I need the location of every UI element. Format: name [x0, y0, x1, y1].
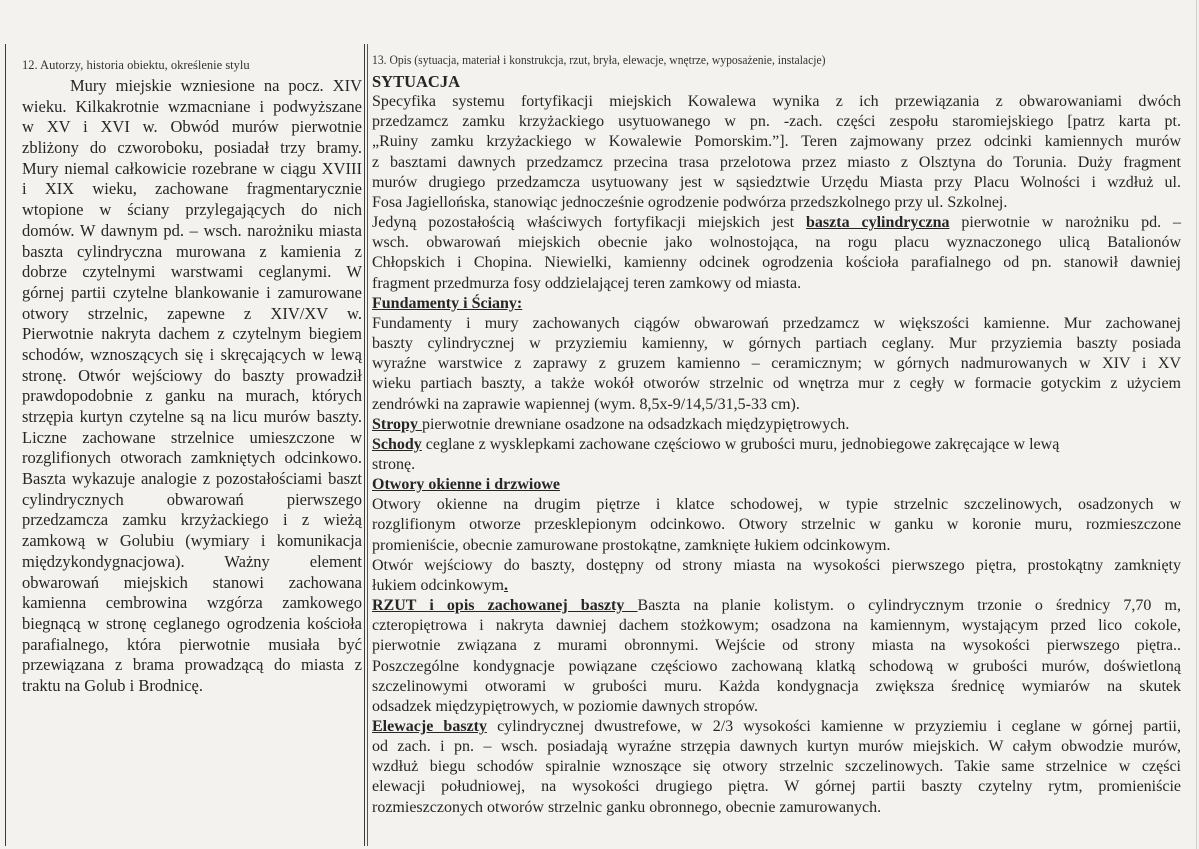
inline-heading: baszta cylindryczna: [806, 214, 950, 232]
inline-heading: Elewacje baszty: [372, 718, 487, 735]
text-line: zamkową w Golubiu (wymiary i komunikacja: [22, 531, 362, 551]
text-line: odsadzek międzypiętrowych, w poziomie dawnych stropów.: [372, 697, 758, 715]
text-line: międzykondygnacjowa). Ważny element: [22, 551, 362, 571]
text-line: biegnącą w stronę ceglanego ogrodzenia kościoła: [22, 613, 362, 633]
text-line: cylindrycznych obwarowań pierwszego: [22, 489, 362, 509]
text-line: Mury miejskie wzniesione na pocz. XIV: [70, 76, 362, 95]
text-line: [372, 475, 1181, 495]
text-line: baszty cylindrycznej w przyziemiu kamienny, w górnych partiach ceglany. Mur przyziemia baszty posiada: [372, 335, 1181, 353]
text-line: obwarowań miejskich stanowi zachowana: [22, 572, 362, 592]
text-line: w XV i XVI w. Obwód murów pierwotnie: [22, 117, 362, 137]
text-line: Fundamenty i mury zachowanych ciągów obwarowań przedzamcz w większości kamienne. Mur zachowanej: [372, 314, 1181, 332]
text-line: stronę. Otwór wejściowy do baszty prowadził: [22, 365, 362, 385]
text-line: [372, 415, 1181, 435]
text-line: Chłopskich i Chopina. Niewielki, kamienny odcinek ogrodzenia kościoła parafialnego od pn. stanowił dawniej: [372, 254, 1181, 272]
text-line: traktu na Golub i Brodnicę.: [22, 675, 204, 695]
text-line: wyraźne warstwice z zaprawy z gruzem kamienno – ceramicznym; w górnych nadmurowanych w XIV i XV: [372, 355, 1181, 373]
inline-heading: Schody: [372, 435, 422, 453]
text-line: czteropiętrowa i nakryta dawniej dachem stożkowym; osadzona na kamiennym, wystającym przed lico cokole,: [372, 617, 1181, 635]
paragraph: [372, 294, 1181, 314]
text-segment: łukiem odcinkowym: [372, 576, 504, 594]
text-line: wzdłuż biegu schodów spiralnie wznoszące się otwory strzelnic szczelinowych. Takie same strzelnice w części: [372, 758, 1181, 776]
paragraph: [372, 415, 1181, 435]
text-line: [372, 596, 1181, 616]
paragraph: [372, 475, 1181, 495]
section-title: [372, 72, 1181, 92]
text-line: [372, 213, 1181, 233]
text-line: Otwory okienne na drugim piętrze i klatce schodowej, w typie strzelnic szczelinowych, osadzonych w: [372, 496, 1181, 514]
text-line: Mury niemal całkowicie rozebrane w ciągu XVIII: [22, 158, 362, 178]
text-line: Liczne zachowane strzelnice umieszczone w: [22, 427, 362, 447]
inline-heading: Otwory okienne i drzwiowe: [372, 476, 560, 494]
text-line: przewiązana z brama prowadzącą do miasta z: [22, 655, 362, 675]
text-line: pierwotnie związana z murami obronnymi. Wejście od strony miasta na wysokości pierwszego piętra..: [372, 637, 1181, 655]
section-12-header: 12. Autorzy, historia obiektu, określenie stylu: [22, 58, 250, 72]
history-column: [22, 76, 362, 697]
text-line: [372, 435, 1181, 455]
text-segment: pierwotnie w narożniku pd. –: [949, 214, 1182, 232]
text-segment: cylindrycznej dwustrefowe, w 2/3 wysokości kamienne w przyziemiu i ceglane w górnej partii,: [486, 718, 1181, 735]
text-line: stronę.: [372, 455, 416, 473]
paragraph: [372, 435, 1181, 455]
text-line: domów. W dawnym pd. – wsch. narożniku miasta: [22, 220, 362, 240]
text-line: wieku. Kilkakrotnie wzmacniane i podwyższane: [22, 96, 362, 116]
text-line: „Ruiny zamku krzyżackiego w Kowalewie Pomorskim.”]. Teren zajmowany przez odcinki kamiennych murów: [372, 133, 1181, 151]
paragraph: [372, 455, 1181, 475]
text-line: zbliżony do czworoboku, posiadał trzy bramy.: [22, 138, 362, 158]
text-line: parafialnego, która pierwotnie musiała być: [22, 634, 362, 654]
text-line: [372, 717, 1181, 737]
paragraph: [372, 556, 1181, 596]
text-line: wieku partiach baszty, a także wokół otworów strzelnic od wnętrza mur z cegły w formacie gotyckim z użyciem: [372, 375, 1181, 393]
text-line: szczelinowymi otworami w grubości muru. Każda kondygnacja zwiększa średnicę wymiarów na skutek: [372, 677, 1181, 695]
text-line: i XIX wieku, zachowane fragmentarycznie: [22, 179, 362, 199]
text-line: Otwór wejściowy do baszty, dostępny od strony miasta na wysokości pierwszego piętra, prostokątny zamknięty: [372, 556, 1181, 574]
paragraph: [22, 76, 362, 697]
text-segment: Baszta na planie kolistym. o cylindrycznym trzonie o średnicy 7,70 m,: [637, 597, 1182, 615]
text-line: Fosa Jagiellońska, stanowiąc jednocześnie ogrodzenie podwórza przedszkolnego przy ul. Szkolnej.: [372, 193, 1008, 211]
text-line: dobrze czytelnymi warstwami ceglanymi. W: [22, 262, 362, 282]
inline-heading: .: [503, 576, 508, 594]
text-segment: ceglane z wysklepkami zachowane częściowo w grubości muru, jednobiegowe zakręcające w lewą: [421, 435, 1060, 453]
text-line: SYTUACJA: [372, 72, 461, 91]
column-divider: [364, 44, 365, 846]
inline-heading: RZUT i opis zachowanej baszty: [372, 597, 638, 615]
text-line: schodów, wznoszących się i skręcających w lewą: [22, 344, 362, 364]
paragraph: [372, 495, 1181, 555]
text-line: Baszta wykazuje analogie z pozostałościami baszt: [22, 469, 362, 489]
text-line: przedzamcz zamku krzyżackiego usytuowanego w pn. -zach. części zespołu staromiejskiego [patrz karta pt.: [372, 113, 1181, 131]
page-edge: [1196, 0, 1197, 849]
text-segment: Jedyną pozostałością właściwych fortyfikacji miejskich jest: [372, 214, 807, 232]
text-line: baszta cylindryczna murowana z kamienia z: [22, 241, 362, 261]
text-line: od zach. i pn. – wsch. posiadają wyraźne strzępia dawnych kurtyn murów miejskich. W całym obwodzie murów,: [372, 738, 1181, 756]
text-segment: pierwotnie drewniane osadzone na odsadzkach międzypiętrowych.: [421, 415, 850, 433]
text-line: wsch. obwarowań miejskich obecnie jako wolnostojąca, na rogu placu wyznaczonego ulicą Batalionów: [372, 234, 1181, 252]
paragraph: [372, 314, 1181, 415]
text-line: Pierwotnie nakryta dachem z czytelnym biegiem: [22, 324, 362, 344]
text-line: prawdopodobnie z ganku na murach, których: [22, 386, 362, 406]
text-line: Poszczególne kondygnacje powiązane częściowo zachowaną klatką schodową w grubości murów, doświetloną: [372, 657, 1181, 675]
paragraph: [372, 213, 1181, 294]
text-line: strzępia kurtyn czytelne są na licu murów baszty.: [22, 407, 362, 426]
text-line: rozglifionych otworach zamkniętych odcinkowo.: [22, 448, 362, 468]
text-line: [372, 294, 1181, 314]
paragraph: [372, 92, 1181, 213]
text-line: rozmieszczonych otworów strzelnic ganku obronnego, obecnie zamurowanych.: [372, 798, 882, 816]
section-13-header: 13. Opis (sytuacja, materiał i konstrukcja, rzut, bryła, elewacje, wnętrze, wyposażenie, instalacje): [372, 53, 826, 67]
inline-heading: Fundamenty i Ściany:: [372, 294, 523, 312]
text-line: Specyfika systemu fortyfikacji miejskich Kowalewa wynika z ich przewiązania z obwarowaniami dwóch: [372, 93, 1181, 111]
paragraph: [372, 596, 1181, 717]
description-column: [372, 72, 1181, 818]
text-line: [372, 576, 1181, 596]
text-line: z basztami dawnych przedzamcz przecina trasa przelotowa przez miasto z Olsztyna do Torunia. Duży fragment: [372, 153, 1181, 171]
text-line: przedzamcza zamku krzyżackiego i z wieżą: [22, 510, 362, 530]
text-line: promieniście, obecnie zamurowane prostokątne, zamknięte łukiem odcinkowym.: [372, 536, 891, 554]
text-line: górnej partii czytelne blankowanie i zamurowane: [22, 282, 362, 302]
text-line: rozglifionym otworze przesklepionym odcinkowo. Otwory strzelnic w ganku w koronie muru, rozmieszczone: [372, 516, 1181, 534]
text-line: kamienna cembrowina wzgórza zamkowego: [22, 593, 362, 613]
text-line: otwory strzelnic, zapewne z XIV/XV w.: [22, 303, 362, 323]
paragraph: [372, 717, 1181, 818]
text-line: elewacji południowej, na wysokości drugiego piętra. W górnej partii baszty czytelny rytm, promieniście: [372, 778, 1181, 796]
text-line: murów drugiego przedzamcza usytuowany jest w sąsiedztwie Urzędu Miasta przy Placu Wolności i wzdłuż ul.: [372, 173, 1181, 191]
text-line: fragment przedmurza fosy oddzielającej teren zamkowy od miasta.: [372, 274, 802, 292]
text-line: zendrówki na zaprawie wapiennej (wym. 8,5x-9/14,5/31,5-33 cm).: [372, 395, 800, 413]
column-divider: [367, 44, 368, 846]
text-line: wtopione w ściany przylegających do nich: [22, 200, 362, 220]
left-frame-line: [5, 44, 6, 846]
inline-heading: Stropy: [372, 415, 422, 433]
